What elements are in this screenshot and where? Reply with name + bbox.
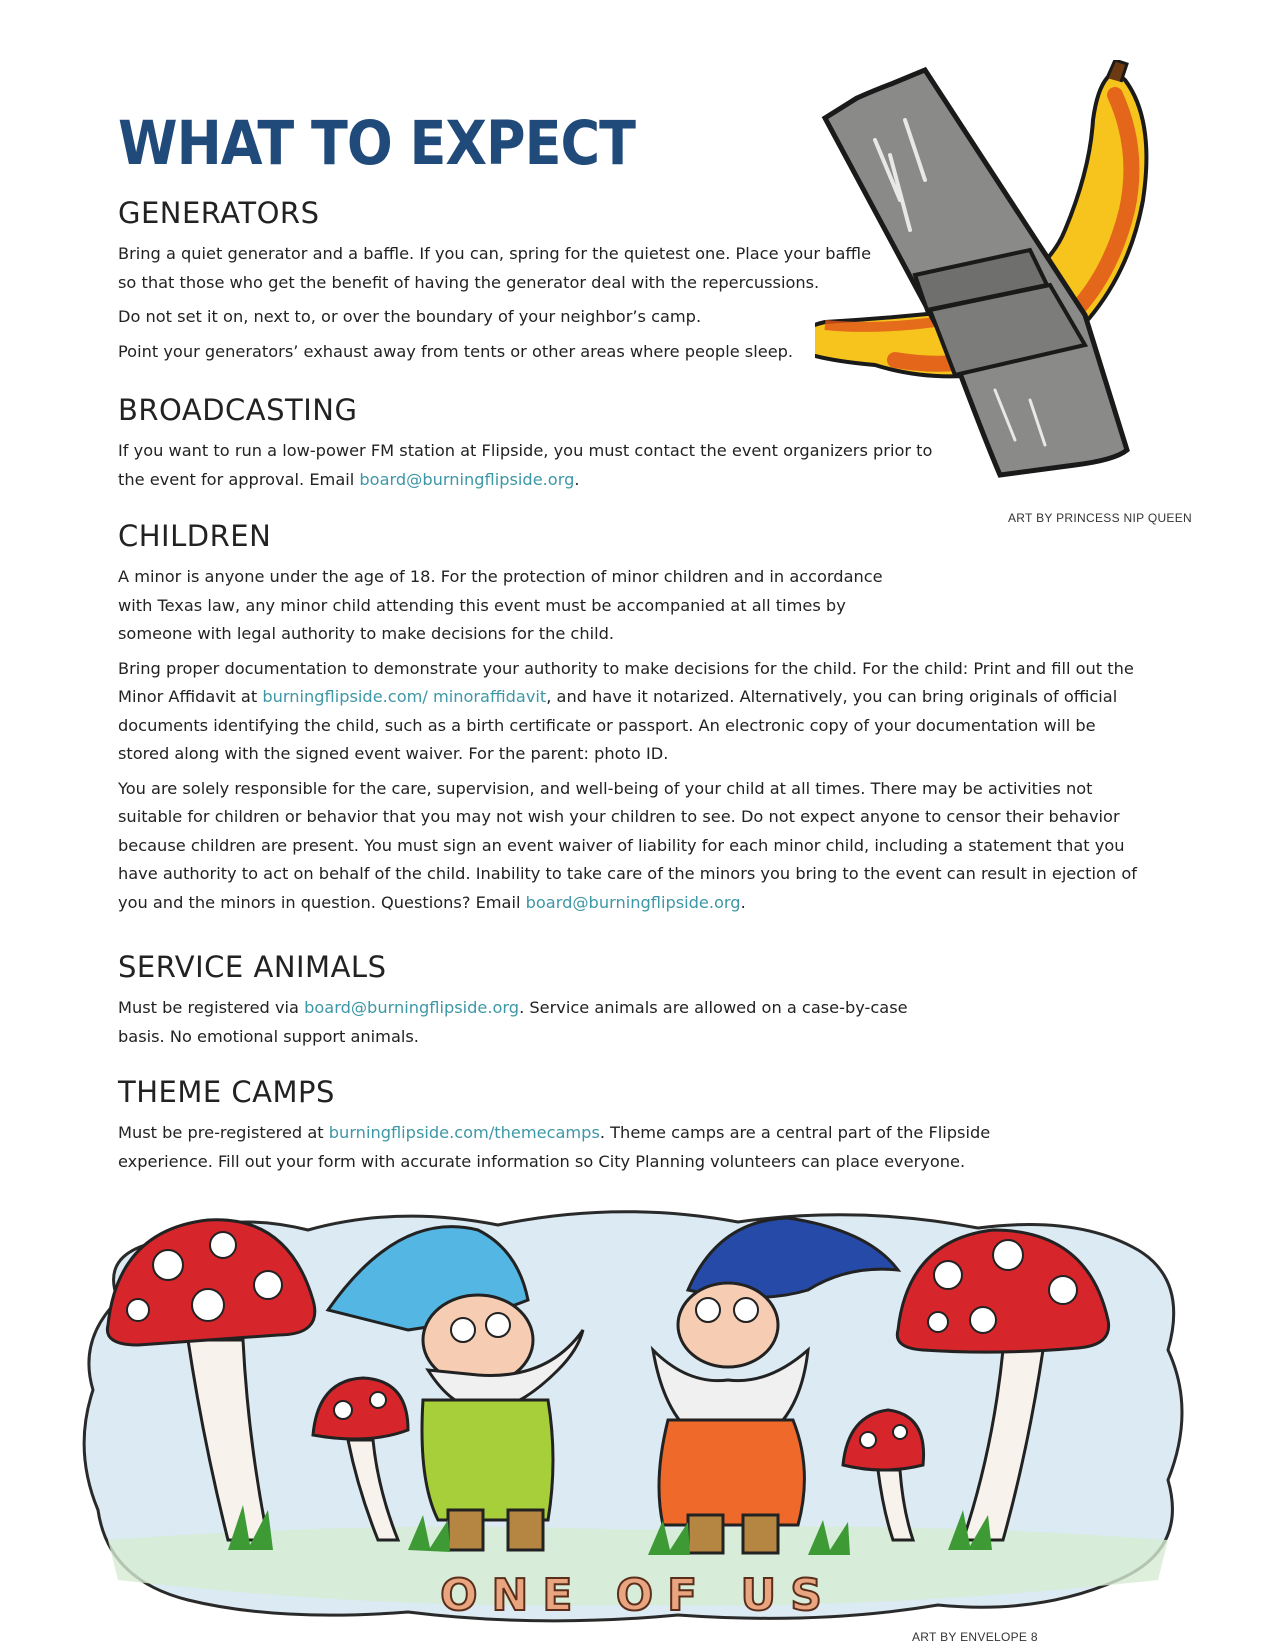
section-children (118, 519, 1138, 923)
board-email-link[interactable]: board@burningflipside.org (304, 998, 520, 1017)
theme-camps-text: Must be pre-registered at (118, 1123, 329, 1142)
minor-affidavit-link[interactable]: burningflipside.com/ minoraffidavit (262, 687, 547, 706)
theme-camps-link[interactable]: burningflipside.com/themecamps (328, 1123, 600, 1142)
section-broadcasting (118, 393, 958, 500)
board-email-link[interactable]: board@burningflipside.org (359, 469, 575, 489)
broadcasting-heading: BROADCASTING (118, 393, 358, 427)
children-paragraph-2 (118, 655, 1138, 769)
service-animals-paragraph (118, 994, 948, 1051)
service-animals-text-end: . Service animals are allowed on a case-by-case basis. No emotional support animals. (118, 998, 908, 1046)
children-paragraph-3 (118, 775, 1138, 918)
board-email-link[interactable]: board@burningflipside.org (525, 892, 741, 912)
service-animals-heading: SERVICE ANIMALS (118, 950, 387, 984)
gnome-art-credit: ART BY ENVELOPE 8 (912, 1630, 1038, 1644)
children-heading: CHILDREN (118, 519, 272, 553)
section-service-animals (118, 950, 1138, 1057)
children-p3-end: . (740, 892, 746, 912)
theme-camps-paragraph (118, 1119, 1088, 1176)
service-animals-text: Must be registered via (118, 998, 305, 1017)
children-p2-end: , and have it notarized. Alternatively, you can bring originals of official documents identifying the child, such as a birth certificate or passport. An electronic copy of your documentation will be stored along with the signed event waiver. For the parent: photo ID. (118, 687, 1118, 763)
page-title: WHAT TO EXPECT (118, 108, 635, 179)
children-paragraph-1: A minor is anyone under the age of 18. For the protection of minor children and in accordance with Texas law, any minor child attending this event must be accompanied at all times by someone with legal authority to make decisions for the child. (118, 567, 883, 643)
broadcasting-text-end: . (574, 469, 580, 489)
theme-camps-heading: THEME CAMPS (118, 1075, 335, 1109)
broadcasting-text: If you want to run a low-power FM station at Flipside, you must contact the event organizers prior to the event for approval. Email (118, 441, 933, 489)
generators-heading: GENERATORS (118, 196, 320, 230)
section-theme-camps (118, 1075, 1138, 1182)
children-p3-text: You are solely responsible for the care, supervision, and well-being of your child at all times. There may be activities not suitable for children or behavior that you may not wish your children to see. Do not expect anyone to censor their behavior because children are present. You must sign an event waiver of liability for each minor child, including a statement that you have authority to act on behalf of the child. Inability to take care of the minors you bring to the event can result in ejection of you and the minors in question. Questions? Email (118, 778, 1137, 912)
children-p2-text: Bring proper documentation to demonstrate your authority to make decisions for the child. For the child: Print and fill out the Minor Affidavit at (118, 658, 1134, 706)
generators-paragraph-3: Point your generators’ exhaust away from tents or other areas where people sleep. (118, 341, 794, 361)
theme-camps-text-end: . Theme camps are a central part of the Flipside experience. Fill out your form with accurate information so City Planning volunteers can place everyone. (118, 1123, 991, 1171)
generators-paragraph-1: Bring a quiet generator and a baffle. If you can, spring for the quietest one. Place your baffle so that those who get the benefit of having the generator deal with the repercussions. (118, 244, 872, 292)
broadcasting-paragraph (118, 437, 958, 494)
gnomes-mushrooms-illustration (78, 1210, 1200, 1630)
generators-paragraph-2: Do not set it on, next to, or over the boundary of your neighbor’s camp. (118, 307, 702, 326)
gnome-caption: ONE OF US (440, 1570, 836, 1621)
banana-art-credit: ART BY PRINCESS NIP QUEEN (1008, 511, 1193, 525)
section-generators (118, 196, 888, 372)
